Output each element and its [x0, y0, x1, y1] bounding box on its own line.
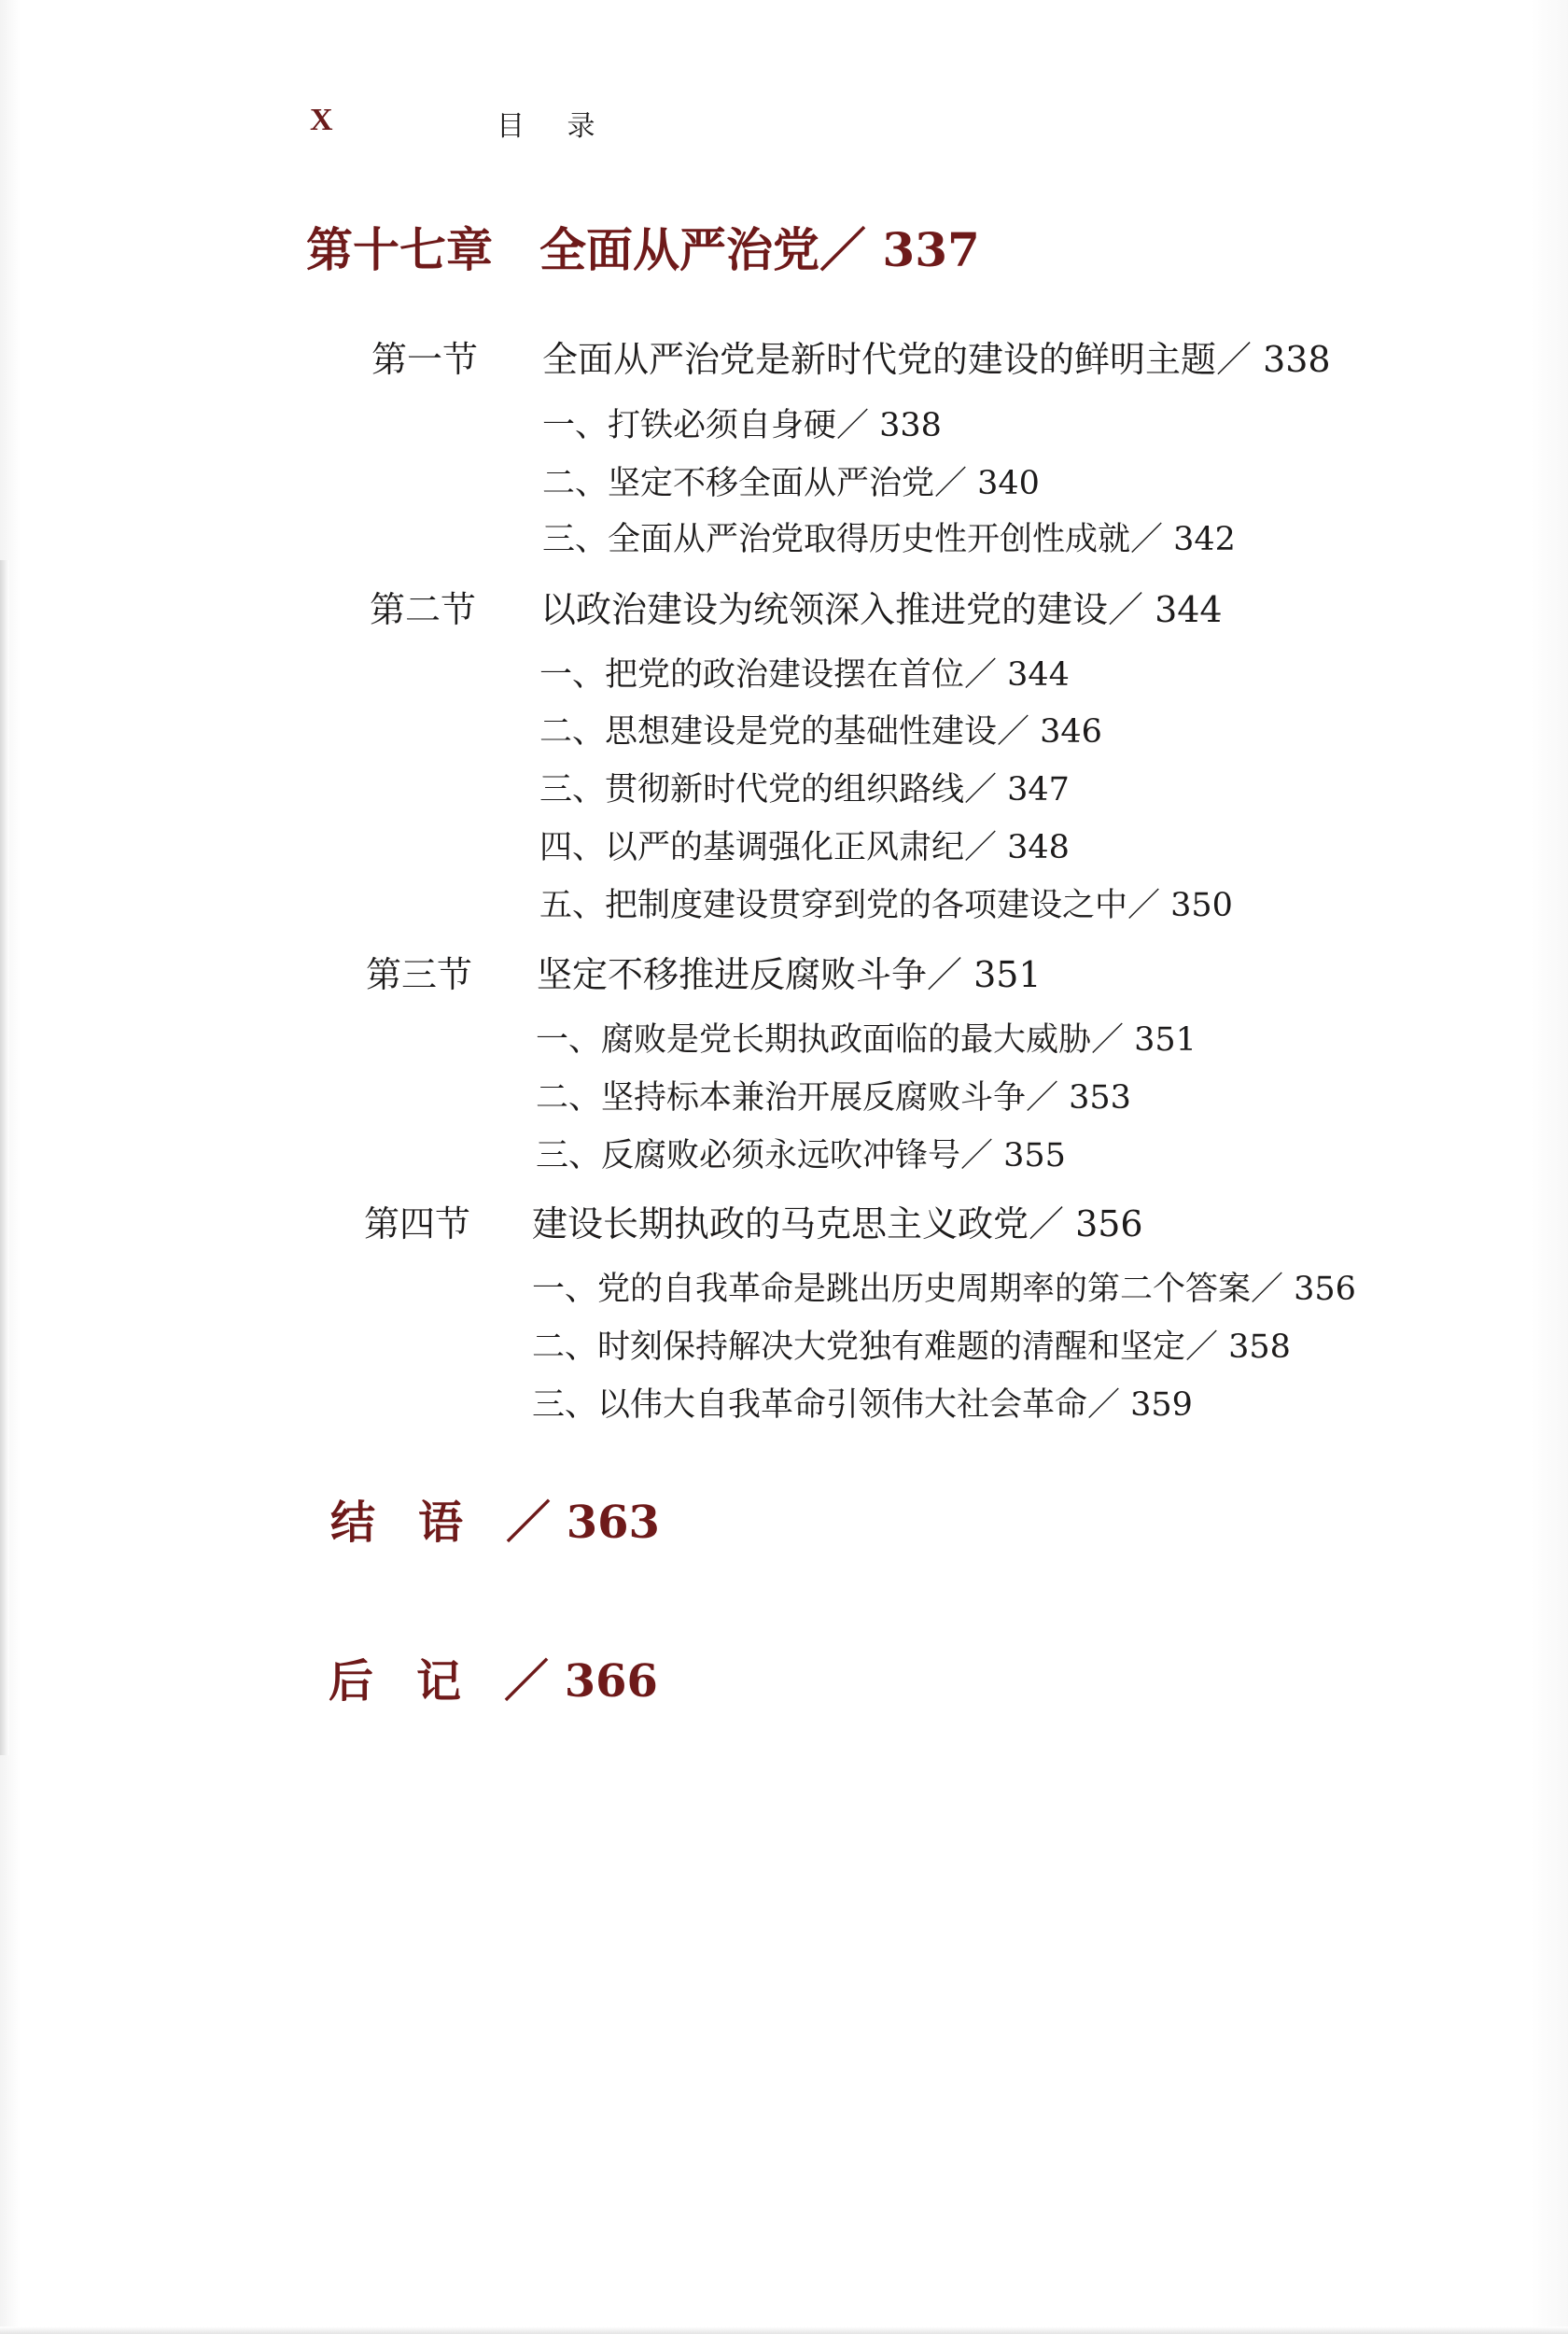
toc-item[interactable]: 一、腐败是党长期执政面临的最大威胁／ 351 [536, 1021, 1197, 1059]
conclusion-page: ／ 363 [506, 1497, 660, 1549]
section-title: 全面从严治党是新时代党的建设的鲜明主题／ 338 [542, 339, 1331, 380]
toc-item[interactable]: 一、打铁必须自身硬／ 338 [542, 407, 942, 444]
section-title: 以政治建设为统领深入推进党的建设／ 344 [540, 589, 1223, 630]
toc-item[interactable]: 一、把党的政治建设摆在首位／ 344 [539, 656, 1070, 694]
afterword-heading[interactable] [329, 1645, 658, 1709]
section-title: 坚定不移推进反腐败斗争／ 351 [537, 954, 1042, 995]
scan-edge-left [0, 560, 9, 1755]
toc-item[interactable]: 三、反腐败必须永远吹冲锋号／ 355 [536, 1137, 1066, 1174]
toc-item[interactable]: 三、全面从严治党取得历史性开创性成就／ 342 [542, 521, 1236, 558]
page-number: X [310, 103, 333, 137]
toc-item[interactable]: 三、以伟大自我革命引领伟大社会革命／ 359 [532, 1386, 1193, 1424]
afterword-label: 后记 [329, 1655, 505, 1708]
chapter-title: 全面从严治党／ 337 [539, 222, 980, 277]
section-title: 建设长期执政的马克思主义政党／ 356 [532, 1203, 1143, 1244]
section-label: 第三节 [366, 954, 473, 995]
toc-item[interactable]: 二、时刻保持解决大党独有难题的清醒和坚定／ 358 [532, 1329, 1291, 1366]
section-label: 第一节 [371, 339, 479, 380]
toc-item[interactable]: 三、贯彻新时代党的组织路线／ 347 [539, 771, 1070, 808]
conclusion-label: 结语 [330, 1497, 507, 1549]
toc-item[interactable]: 二、思想建设是党的基础性建设／ 346 [539, 713, 1102, 751]
toc-item[interactable]: 五、把制度建设贯穿到党的各项建设之中／ 350 [539, 887, 1233, 924]
section-label: 第四节 [364, 1203, 471, 1244]
scan-edge-bottom [0, 2327, 1568, 2334]
toc-item[interactable]: 一、党的自我革命是跳出历史周期率的第二个答案／ 356 [532, 1271, 1356, 1308]
toc-item[interactable]: 二、坚定不移全面从严治党／ 340 [542, 465, 1040, 502]
section-label: 第二节 [370, 589, 477, 630]
chapter-label: 第十七章 [306, 222, 493, 277]
afterword-page: ／ 366 [504, 1655, 658, 1708]
toc-item[interactable]: 四、以严的基调强化正风肃纪／ 348 [539, 829, 1070, 866]
running-title: 目 录 [497, 110, 612, 143]
toc-item[interactable]: 二、坚持标本兼治开展反腐败斗争／ 353 [536, 1079, 1131, 1117]
conclusion-heading[interactable] [330, 1486, 660, 1551]
